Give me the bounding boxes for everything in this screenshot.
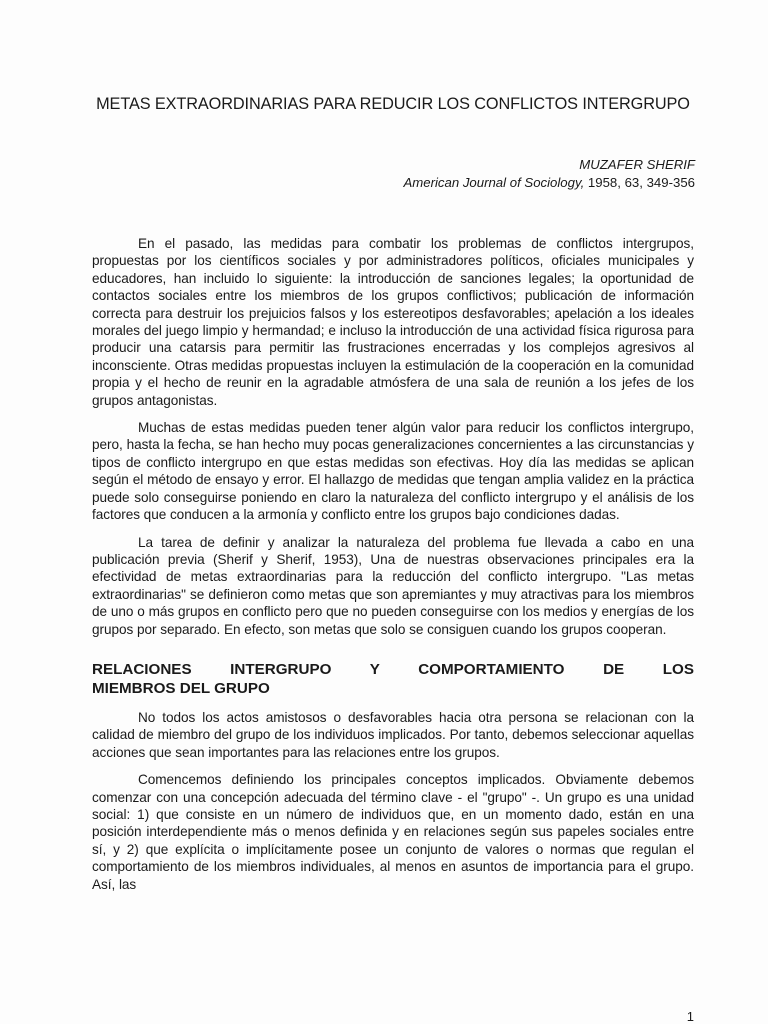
byline — [403, 156, 695, 192]
citation — [403, 174, 695, 192]
document-body — [92, 235, 694, 903]
paragraph: Comencemos definiendo los principales conceptos implicados. Obviamente debemos comenzar con una concepción adecuada del término clave - el "grupo" -. Un grupo es una unidad social: 1) que consiste en un número de individuos que, en un momento dado, están en una posición interdependiente más o menos definida y en relaciones según sus papeles sociales entre sí, y 2) que explícita o implícitamente posee un conjunto de valores o normas que regulan el comportamiento de los miembros individuales, al menos en asuntos de importancia para el grupo. Así, las — [92, 772, 694, 892]
paragraph: En el pasado, las medidas para combatir los problemas de conflictos intergrupos, propuestas por los científicos sociales y por administradores políticos, oficiales municipales y educadores, han incluido lo siguiente: la introducción de sanciones legales; la oportunidad de contactos sociales entre los miembros de los grupos conflictivos; publicación de información correcta para destruir los prejuicios falsos y los estereotipos desfavorables; apelación a los ideales morales del juego limpio y hermandad; e incluso la introducción de una actividad física rigurosa para producir una catarsis para permitir las frustraciones encerradas y los complejos agresivos al inconsciente. Otras medidas propuestas incluyen la estimulación de la cooperación en la comunidad propia y el hecho de reunir en la agradable atmósfera de una sala de reunión a los jefes de los grupos antagonistas. — [92, 236, 694, 408]
section-heading — [92, 660, 694, 699]
author-name: MUZAFER SHERIF — [579, 157, 695, 172]
page-number: 1 — [686, 1009, 694, 1024]
paragraph: La tarea de definir y analizar la naturaleza del problema fue llevada a cabo en una publicación previa (Sherif y Sherif, 1953), Una de nuestras observaciones principales era la efectividad de metas extraordinarias para la reducción del conflicto intergrupo. "Las metas extraordinarias" se definieron como metas que son apremiantes y muy atractivas para los miembros de uno o más grupos en conflicto pero que no pueden conseguirse con los medios y energías de los grupos por separado. En efecto, son metas que solo se consiguen cuando los grupos cooperan. — [92, 534, 694, 637]
journal-name: American Journal of Sociology, — [403, 175, 585, 190]
section-heading-line-2: MIEMBROS DEL GRUPO — [92, 680, 270, 698]
citation-details: 1958, 63, 349-356 — [584, 175, 695, 190]
section-heading-line-1: RELACIONES INTERGRUPO Y COMPORTAMIENTO DE LOS — [92, 660, 694, 678]
document-title: METAS EXTRAORDINARIAS PARA REDUCIR LOS CONFLICTOS INTERGRUPO — [96, 95, 690, 113]
paragraph: No todos los actos amistosos o desfavorables hacia otra persona se relacionan con la calidad de miembro del grupo de los individuos implicados. Por tanto, debemos seleccionar aquellas acciones que sean importantes para las relaciones entre los grupos. — [92, 709, 694, 760]
paragraph: Muchas de estas medidas pueden tener algún valor para reducir los conflictos intergrupo, pero, hasta la fecha, se han hecho muy pocas generalizaciones concernientes a las circunstancias y tipos de conflicto intergrupo en que estas medidas son efectivas. Hoy día las medidas se aplican según el método de ensayo y error. El hallazgo de medidas que tengan amplia validez en la práctica puede solo conseguirse poniendo en claro la naturaleza del conflicto intergrupo y el análisis de los factores que conducen a la armonía y conflicto entre los grupos bajo condiciones dadas. — [92, 420, 694, 523]
